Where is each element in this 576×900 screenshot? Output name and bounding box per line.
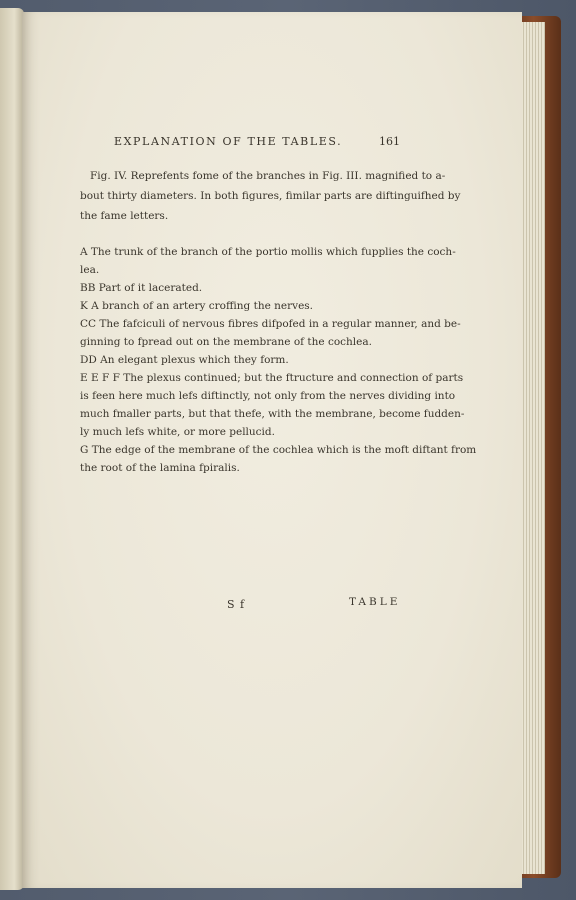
legend-line: BB Part of it lacerated. [80,282,203,294]
intro-line: bout thirty diameters. In both figures, fimilar parts are diftinguifhed by [80,190,461,202]
legend-line: much fmaller parts, but that thefe, with the membrane, become fudden- [80,408,465,420]
signature-mark: S f [227,598,246,611]
legend-line: A The trunk of the branch of the portio mollis which fupplies the coch- [80,246,456,258]
book-page [22,12,522,888]
left-page-edge [0,8,24,890]
legend-line: G The edge of the membrane of the cochlea which is the moft diftant from [80,444,477,456]
legend-line: DD An elegant plexus which they form. [80,354,289,366]
legend-line: CC The fafciculi of nervous fibres difpofed in a regular manner, and be- [80,318,461,330]
legend-line: K A branch of an artery croffing the nerves. [80,300,314,312]
intro-line: Fig. IV. Reprefents fome of the branches in Fig. III. magnified to a- [90,170,446,182]
legend-line: is feen here much lefs diftinctly, not only from the nerves dividing into [80,390,456,402]
legend-line: E E F F The plexus continued; but the ftructure and connection of parts [80,372,464,384]
legend-line: ginning to fpread out on the membrane of the cochlea. [80,336,372,348]
running-title: EXPLANATION OF THE TABLES. [114,135,343,148]
catchword: TABLE [349,596,401,608]
legend-line: lea. [80,264,100,276]
intro-line: the fame letters. [80,210,169,222]
legend-line: ly much lefs white, or more pellucid. [80,426,275,438]
legend-line: the root of the lamina fpiralis. [80,462,240,474]
page-number: 161 [379,135,400,148]
